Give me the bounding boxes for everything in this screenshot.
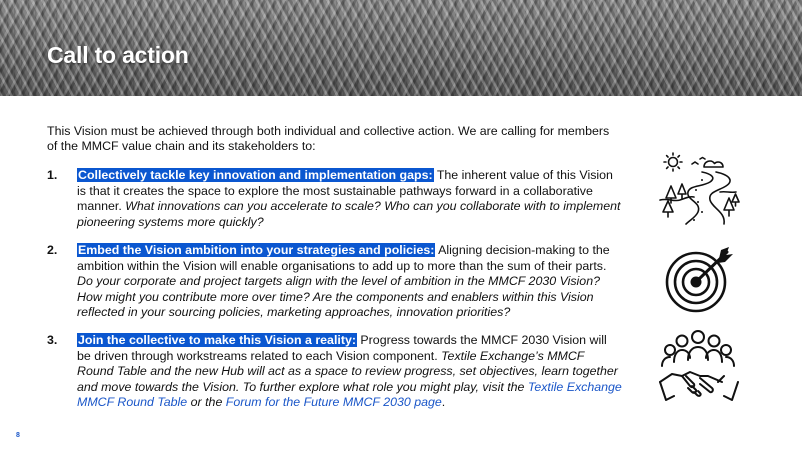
item-body (77, 168, 622, 230)
item-end: . (441, 395, 446, 410)
item-heading: Collectively tackle key innovation and implementation gaps: (78, 168, 433, 182)
item-question: What innovations can you accelerate to scale? Who can you collaborate with to implement pioneering systems more quickly? (77, 199, 621, 229)
item-number: 1. (47, 168, 58, 182)
item-detail: Textile Exchange’s MMCF Round Table and the new Hub will act as a space to review progress, set objectives, learn together and move towards the Vision. To further explore what role you might play, visit the (77, 348, 618, 394)
intro-paragraph: This Vision must be achieved through both individual and collective action. We are calling for members of the MMCF value chain and its stakeholders to: (47, 124, 610, 153)
team-handshake-icon (658, 326, 740, 408)
page-title: Call to action (47, 42, 189, 68)
list-item (47, 333, 622, 411)
item-number: 3. (47, 333, 58, 347)
forum-link[interactable]: Forum for the Future MMCF 2030 page (225, 395, 442, 410)
list-item (47, 168, 622, 230)
item-text: Aligning decision-making to the ambition within the Vision will enable organisations to add up to more than the sum of their parts. (77, 243, 610, 273)
item-question: Do your corporate and project targets align with the level of ambition in the MMCF 2030 Vision? How might you contribute more over time? Are the components and enablers within this Vision reflected in your sourcing policies, marketing approaches, innovation priorities? (77, 274, 600, 320)
round-table-link[interactable]: Textile Exchange MMCF Round Table (77, 379, 622, 410)
item-text: Progress towards the MMCF 2030 Vision will be driven through workstreams related to each Vision component. (77, 333, 607, 363)
item-heading: Join the collective to make this Vision a reality: (78, 333, 356, 347)
item-heading: Embed the Vision ambition into your strategies and policies: (78, 243, 435, 257)
page-number: 8 (16, 432, 20, 439)
item-body (77, 243, 622, 321)
item-number: 2. (47, 243, 58, 257)
landscape-path-icon (658, 150, 740, 226)
list-item (47, 243, 622, 321)
target-arrow-icon (663, 246, 739, 314)
item-text: The inherent value of this Vision is that it creates the space to explore the most sustainable pathways forward in a collaborative manner. (77, 168, 613, 214)
item-body (77, 333, 622, 411)
item-connector: or the (187, 395, 226, 410)
